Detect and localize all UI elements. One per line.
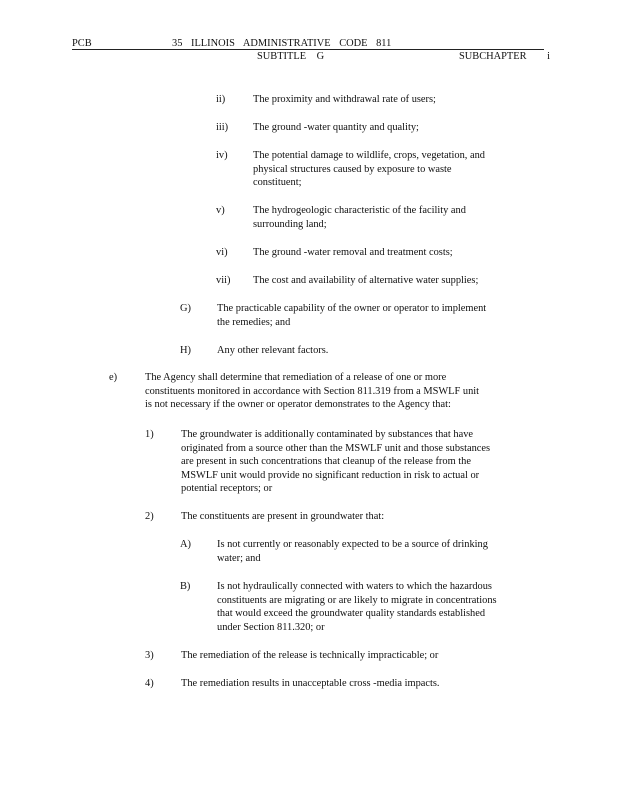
item-line: physical structures caused by exposure to waste bbox=[253, 163, 452, 175]
item-text bbox=[145, 371, 479, 412]
item-text bbox=[253, 121, 419, 135]
item-line: The proximity and withdrawal rate of users; bbox=[253, 94, 436, 105]
item-label: 2) bbox=[145, 511, 154, 522]
item-text bbox=[253, 149, 485, 190]
item-line: The groundwater is additionally contaminated by substances that have bbox=[181, 429, 474, 440]
item-line: potential receptors; or bbox=[181, 483, 273, 495]
item-line: The constituents are present in groundwater that: bbox=[181, 511, 385, 522]
item-text bbox=[253, 246, 453, 260]
item-text bbox=[253, 204, 466, 231]
item-line: The practicable capability of the owner or operator to implement bbox=[217, 303, 487, 314]
item-line: The remediation of the release is technically impracticable; or bbox=[181, 650, 439, 661]
item-label: G) bbox=[180, 303, 191, 314]
item-label: 3) bbox=[145, 650, 154, 661]
item-label: 1) bbox=[145, 429, 154, 440]
header-right: SUBCHAPTER i bbox=[459, 51, 551, 62]
item-text bbox=[217, 302, 486, 329]
item-line: The ground -water removal and treatment costs; bbox=[253, 247, 453, 258]
item-line: Is not currently or reasonably expected to be a source of drinking bbox=[217, 539, 488, 550]
item-line: are present in such concentrations that cleanup of the release from the bbox=[181, 456, 471, 468]
item-label: 4) bbox=[145, 678, 154, 689]
header-rule bbox=[72, 49, 544, 50]
header-subtitle: SUBTITLE G bbox=[257, 51, 325, 62]
header-center: 35 ILLINOIS ADMINISTRATIVE CODE 811 bbox=[172, 38, 392, 49]
item-line: The remediation results in unacceptable cross -media impacts. bbox=[181, 678, 440, 689]
item-text bbox=[253, 93, 436, 107]
item-line: the remedies; and bbox=[217, 316, 291, 328]
item-text bbox=[181, 649, 438, 663]
item-line: under Section 811.320; or bbox=[217, 621, 325, 633]
item-label: e) bbox=[109, 372, 118, 383]
item-label: vi) bbox=[216, 247, 228, 258]
item-line: The hydrogeologic characteristic of the facility and bbox=[253, 205, 466, 216]
item-line: constituent; bbox=[253, 177, 302, 189]
item-line: MSWLF unit would provide no significant reduction in risk to actual or bbox=[181, 469, 480, 481]
item-text bbox=[253, 274, 478, 288]
item-line: surrounding land; bbox=[253, 218, 327, 230]
item-line: originated from a source other than the MSWLF unit and those substances bbox=[181, 442, 491, 454]
item-line: Is not hydraulically connected with waters to which the hazardous bbox=[217, 581, 492, 592]
item-line: The potential damage to wildlife, crops, vegetation, and bbox=[253, 150, 485, 161]
item-text bbox=[217, 580, 497, 634]
item-label: vii) bbox=[216, 275, 231, 286]
item-label: iii) bbox=[216, 122, 229, 133]
item-line: The cost and availability of alternative water supplies; bbox=[253, 275, 479, 286]
item-line: constituents are migrating or are likely to migrate in concentrations bbox=[217, 594, 497, 606]
header-left: PCB bbox=[72, 38, 92, 49]
item-line: The Agency shall determine that remediation of a release of one or more bbox=[145, 372, 447, 383]
item-line: constituents monitored in accordance with Section 811.319 from a MSWLF unit bbox=[145, 385, 480, 397]
item-label: H) bbox=[180, 345, 191, 356]
item-text bbox=[181, 428, 490, 496]
item-text bbox=[217, 538, 488, 565]
item-line: Any other relevant factors. bbox=[217, 345, 329, 356]
item-label: A) bbox=[180, 539, 191, 550]
item-line: The ground -water quantity and quality; bbox=[253, 122, 419, 133]
item-text bbox=[217, 344, 328, 358]
item-line: is not necessary if the owner or operator demonstrates to the Agency that: bbox=[145, 399, 451, 411]
item-line: that would exceed the groundwater quality standards established bbox=[217, 608, 486, 620]
item-line: water; and bbox=[217, 552, 261, 564]
item-label: B) bbox=[180, 581, 191, 592]
item-label: v) bbox=[216, 205, 225, 216]
item-label: iv) bbox=[216, 150, 228, 161]
item-text bbox=[181, 510, 384, 524]
item-text bbox=[181, 677, 440, 691]
item-label: ii) bbox=[216, 94, 226, 105]
